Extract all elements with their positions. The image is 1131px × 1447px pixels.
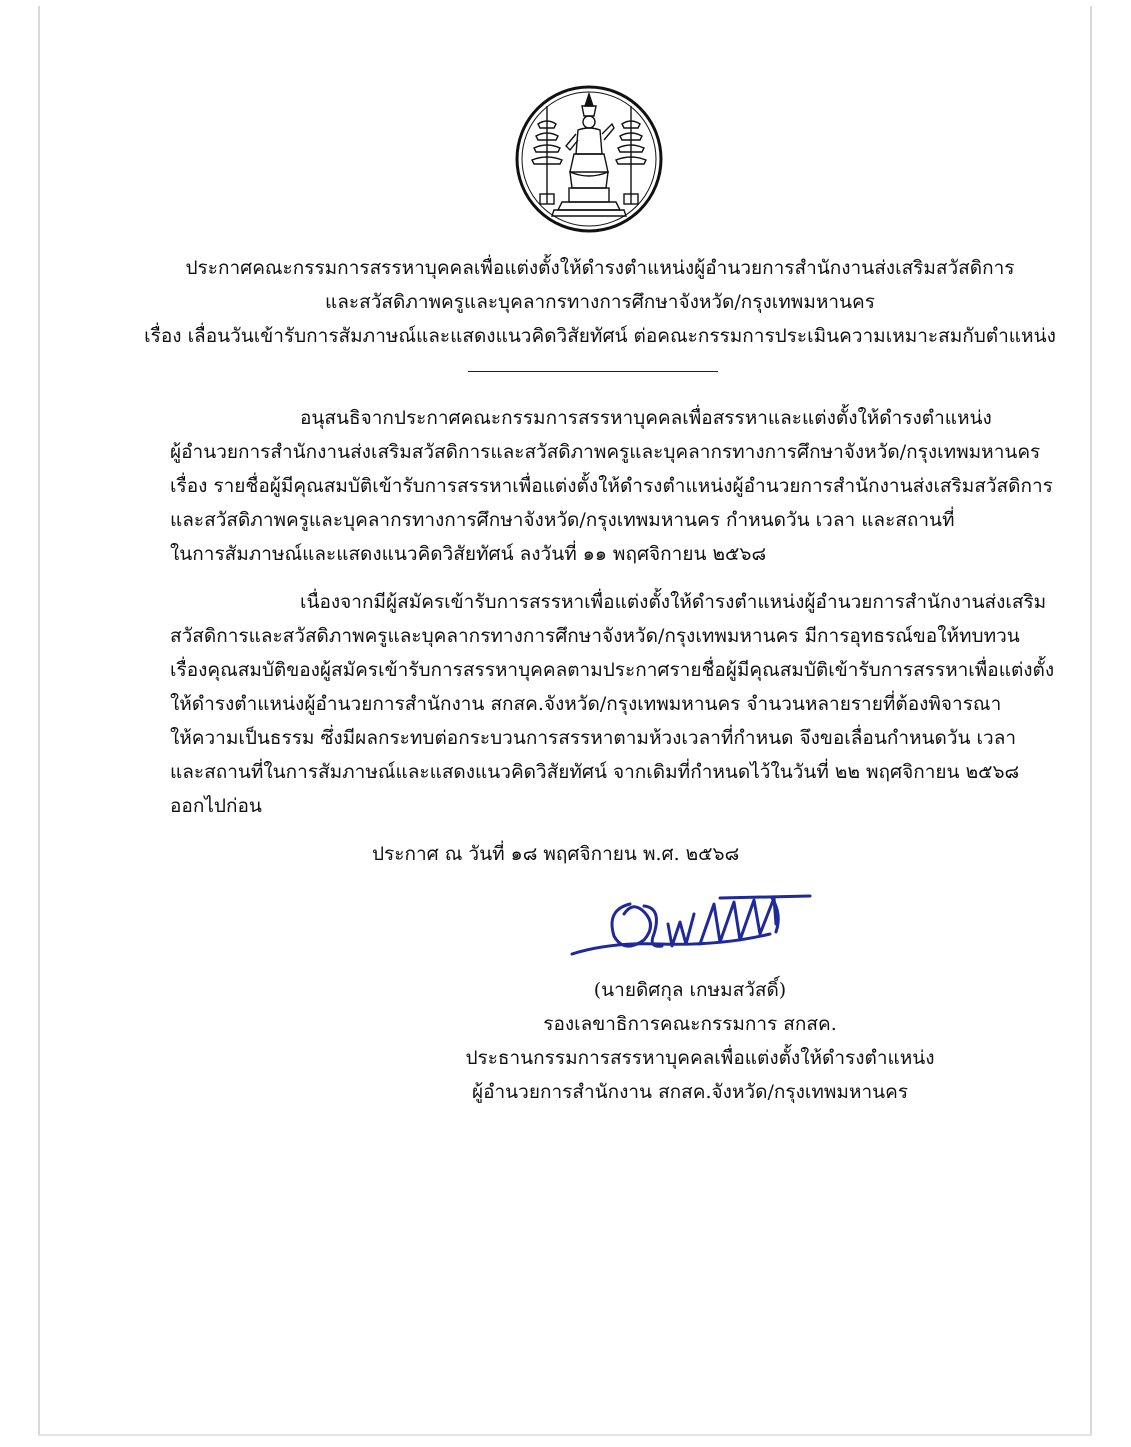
header-line-1: ประกาศคณะกรรมการสรรหาบุคคลเพื่อแต่งตั้งให้ดำรงตำแหน่งผู้อำนวยการสำนักงานส่งเสริมสวัสดิการ	[185, 257, 1015, 279]
paragraph2-line: ให้ดำรงตำแหน่งผู้อำนวยการสำนักงาน สกสค.จังหวัด/กรุงเทพมหานคร จำนวนหลายรายที่ต้องพิจารณา	[170, 693, 1002, 715]
paragraph2-line: และสถานที่ในการสัมภาษณ์และแสดงแนวคิดวิสัยทัศน์ จากเดิมที่กำหนดไว้ในวันที่ ๒๒ พฤศจิกายน ๒๕๖๘	[170, 761, 1020, 783]
paragraph2-line: สวัสดิการและสวัสดิภาพครูและบุคลากรทางการศึกษาจังหวัด/กรุงเทพมหานคร มีการอุทธรณ์ขอให้ทบทวน	[170, 625, 1020, 647]
signatory-name: (นายดิศกุล เกษมสวัสดิ์)	[593, 979, 787, 1001]
government-seal-icon	[514, 84, 664, 234]
signatory-position-3: ผู้อำนวยการสำนักงาน สกสค.จังหวัด/กรุงเทพมหานคร	[471, 1081, 909, 1103]
paragraph2-line: เรื่องคุณสมบัติของผู้สมัครเข้ารับการสรรหาบุคคลตามประกาศรายชื่อผู้มีคุณสมบัติเข้ารับการสรรหาเพื่อแต่งตั้ง	[170, 659, 1055, 681]
header-subject: เรื่อง เลื่อนวันเข้ารับการสัมภาษณ์และแสดงแนวคิดวิสัยทัศน์ ต่อคณะกรรมการประเมินความเหมาะสมกับตำแหน่ง	[144, 325, 1056, 347]
handwritten-signature	[570, 884, 820, 974]
paragraph2-line: ออกไปก่อน	[170, 795, 262, 817]
paragraph1-line: เรื่อง รายชื่อผู้มีคุณสมบัติเข้ารับการสรรหาเพื่อแต่งตั้งให้ดำรงตำแหน่งผู้อำนวยการสำนักงานส่งเสริมสวัสดิการ	[170, 475, 1053, 497]
announcement-date: ประกาศ ณ วันที่ ๑๘ พฤศจิกายน พ.ศ. ๒๕๖๘	[372, 843, 740, 865]
paragraph1-line: และสวัสดิภาพครูและบุคลากรทางการศึกษาจังหวัด/กรุงเทพมหานคร กำหนดวัน เวลา และสถานที่	[170, 509, 955, 531]
paragraph1-line: ในการสัมภาษณ์และแสดงแนวคิดวิสัยทัศน์ ลงวันที่ ๑๑ พฤศจิกายน ๒๕๖๘	[170, 543, 767, 565]
signatory-position-1: รองเลขาธิการคณะกรรมการ สกสค.	[543, 1013, 837, 1035]
signatory-position-2: ประธานกรรมการสรรหาบุคคลเพื่อแต่งตั้งให้ดำรงตำแหน่ง	[465, 1047, 935, 1069]
paragraph2-line: ให้ความเป็นธรรม ซึ่งมีผลกระทบต่อกระบวนการสรรหาตามห้วงเวลาที่กำหนด จึงขอเลื่อนกำหนดวัน เวลา	[170, 727, 1017, 749]
header-line-2: และสวัสดิภาพครูและบุคลากรทางการศึกษาจังหวัด/กรุงเทพมหานคร	[325, 291, 875, 313]
header-divider	[468, 371, 718, 372]
paragraph1-line: อนุสนธิจากประกาศคณะกรรมการสรรหาบุคคลเพื่อสรรหาและแต่งตั้งให้ดำรงตำแหน่ง	[300, 407, 992, 429]
paragraph1-line: ผู้อำนวยการสำนักงานส่งเสริมสวัสดิการและสวัสดิภาพครูและบุคลากรทางการศึกษาจังหวัด/กรุงเทพมหานคร	[170, 441, 1041, 463]
paragraph2-line: เนื่องจากมีผู้สมัครเข้ารับการสรรหาเพื่อแต่งตั้งให้ดำรงตำแหน่งผู้อำนวยการสำนักงานส่งเสริม	[300, 591, 1047, 613]
